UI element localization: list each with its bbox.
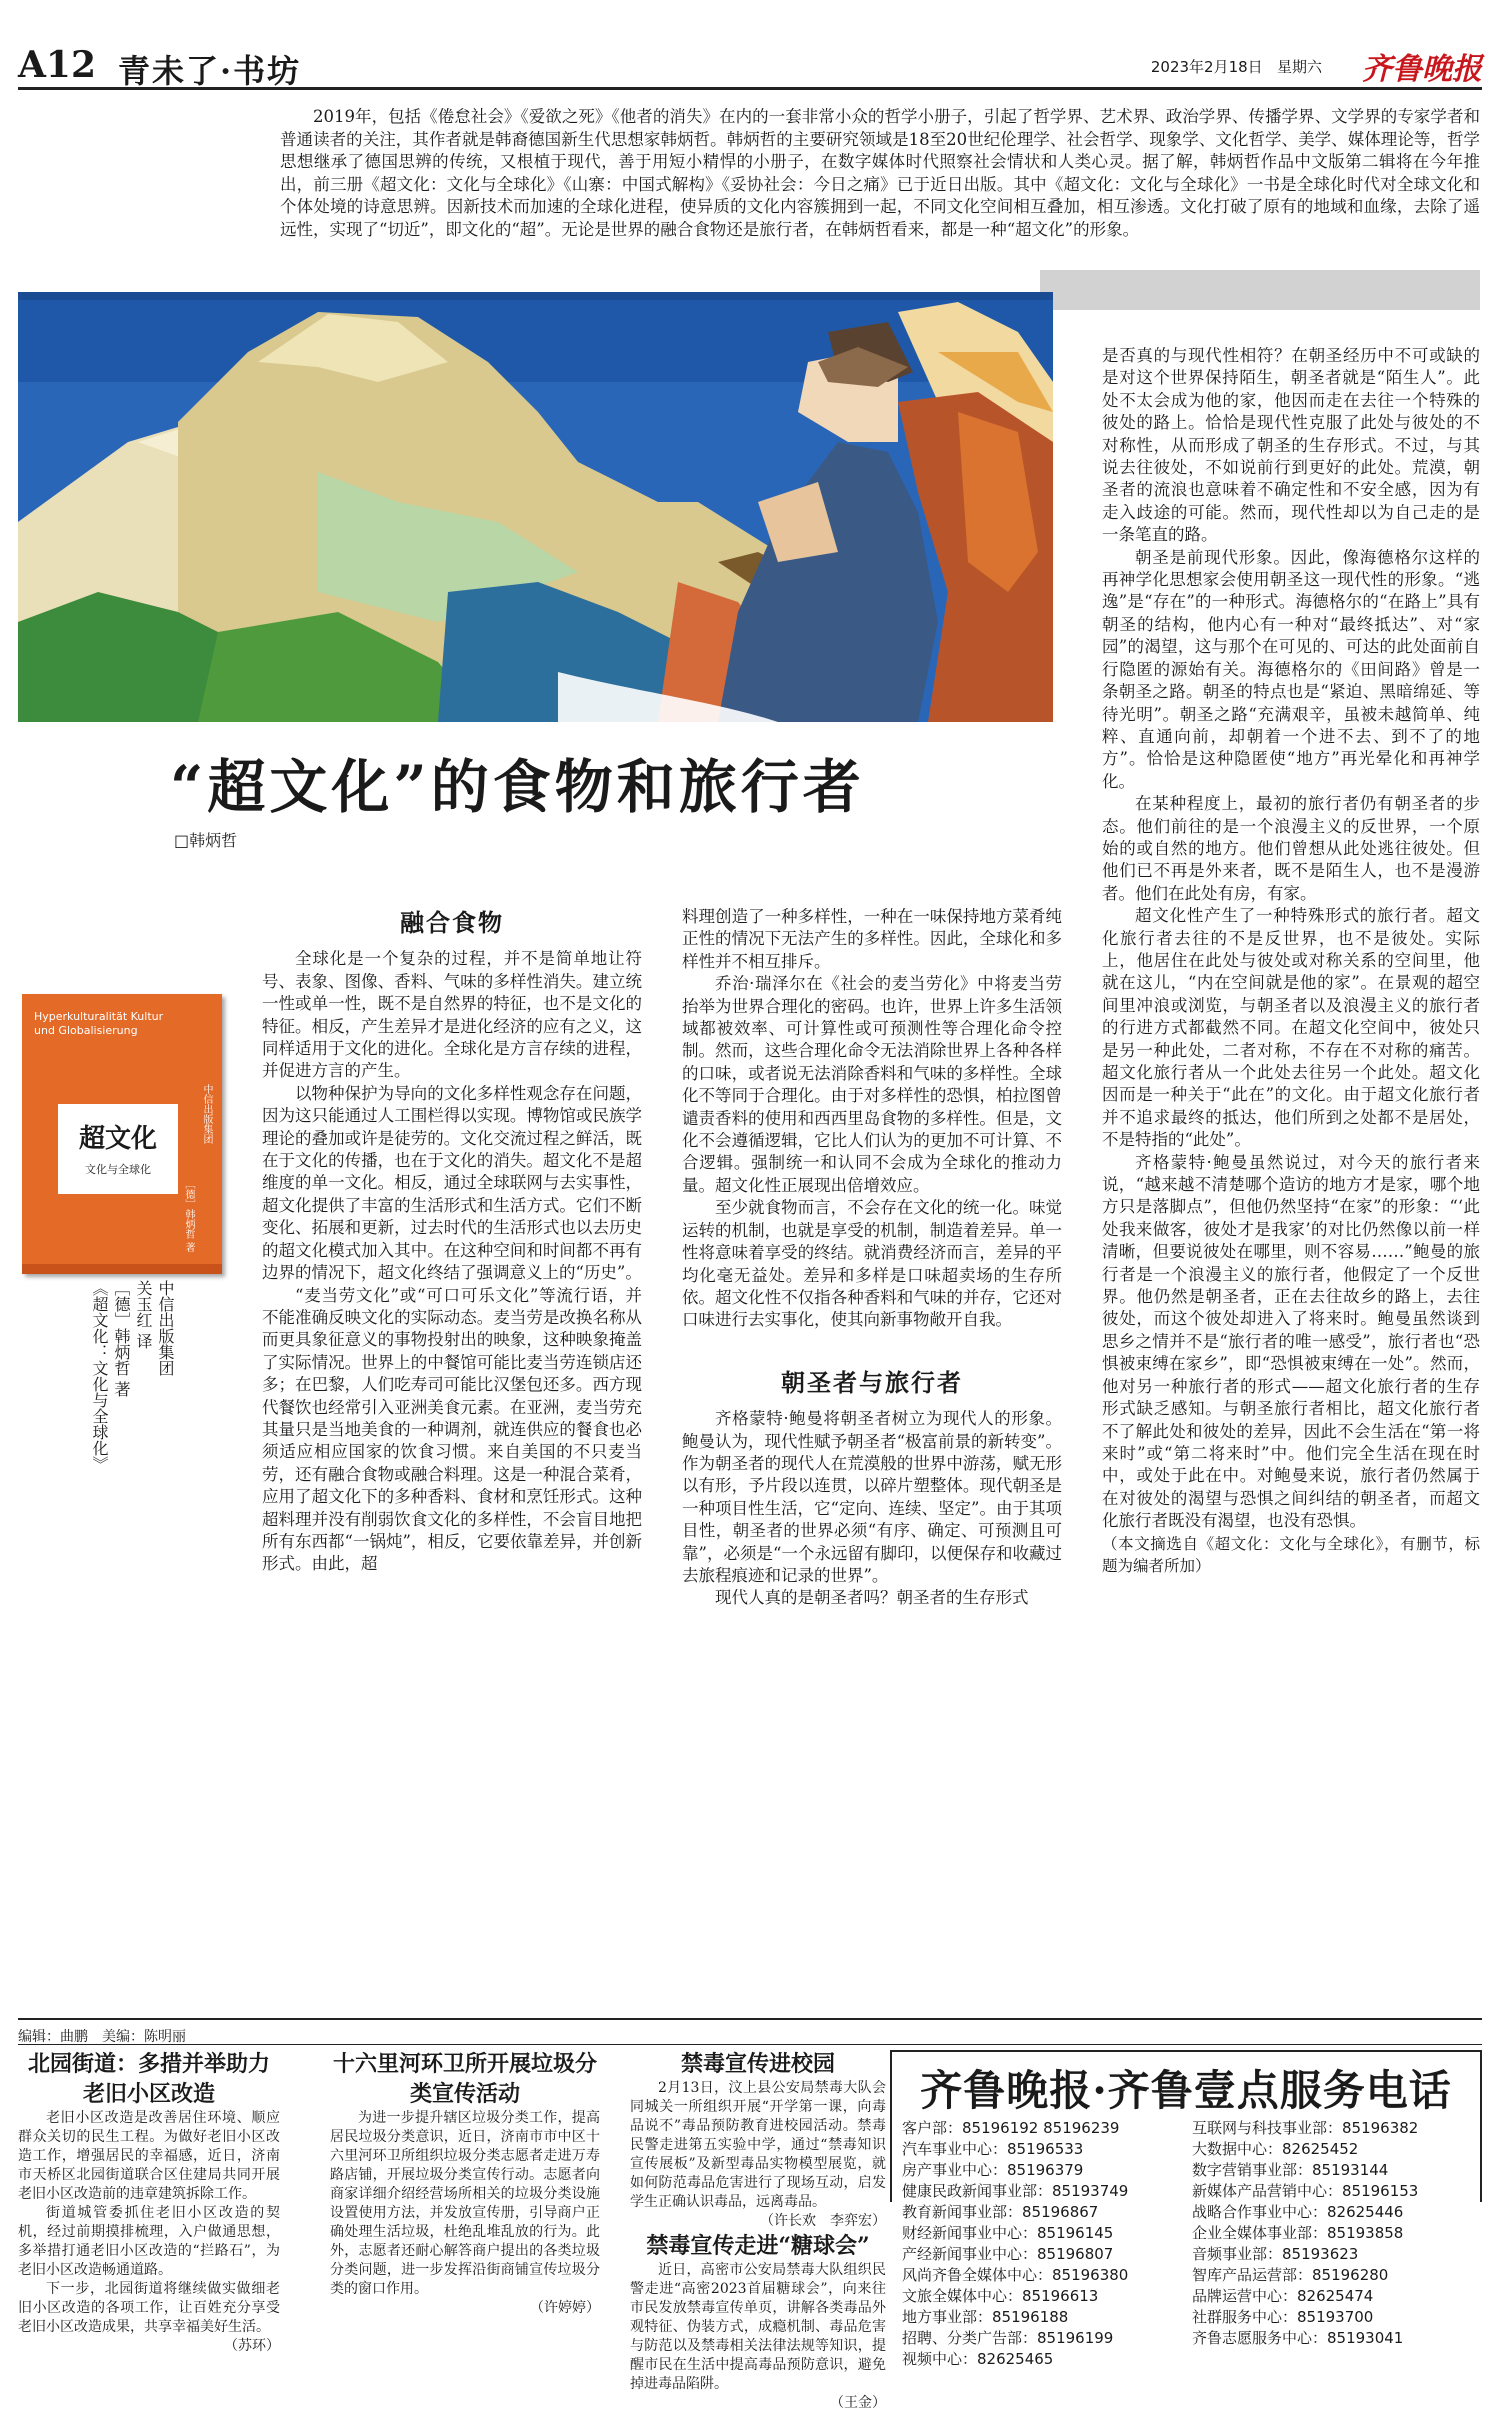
article-column-1 [262,906,642,1996]
ad-phone-item: 汽车事业中心：85196533 [902,2140,1084,2158]
intro-paragraph: 2019年，包括《倦怠社会》《爱欲之死》《他者的消失》在内的一套非常小众的哲学小册子，引起了哲学界、艺术界、政治学界、传播学界、文学界的专家学者和普通读者的关注，其作者就是韩裔德国新生代思想家韩炳哲。韩炳哲的主要研究领域是18至20世纪伦理学、社会哲学、现象学、文化哲学、美学、媒体理论等，哲学思想继承了德国思辨的传统，又根植于现代，善于用短小精悍的小册子，在数字媒体时代照察社会情状和人类心灵。据了解，韩炳哲作品中文版第二辑将在今年推出，前三册《超文化：文化与全球化》《山寨：中国式解构》《妥协社会：今日之痛》已于近日出版。其中《超文化：文化与全球化》一书是全球化时代对全球文化和个体处境的诗意思辨。因新技术而加速的全球化进程，使异质的文化内容簇拥到一起，不同文化空间相互叠加，相互渗透。文化打破了原有的地域和血缘，去除了遥远性，实现了“切近”，即文化的“超”。无论是世界的融合食物还是旅行者，在韩炳哲看来，都是一种“超文化”的形象。 [280,107,1480,239]
ad-phone-item: 风尚齐鲁全媒体中心：85196380 [902,2266,1129,2284]
article-column-2 [682,906,1062,1996]
news-byline-2: （王金） [830,2395,886,2411]
book-cover-subtitle: 文化与全球化 [85,1163,151,1176]
ad-right-list [1192,2118,1418,2349]
article-title: “超文化”的食物和旅行者 [170,753,865,821]
excerpt-note: （本文摘选自《超文化：文化与全球化》，有删节，标题为编者所加） [1102,1534,1480,1575]
ad-phone-item: 教育新闻事业部：85196867 [902,2203,1099,2221]
news-paragraph: 街道城管委抓住老旧小区改造的契机，经过前期摸排梳理，入户做通思想，多举措打通老旧小区改造的“拦路石”，为老旧小区改造畅通道路。 [18,2205,280,2278]
paragraph: 至少就食物而言，不会存在文化的统一化。味觉运转的机制，也就是享受的机制，制造着差异。单一性将意味着享受的终结。就消费经济而言，差异的平均化毫无益处。差异和多样是口味超卖场的生存所依。超文化性不仅指各种香料和气味的并存，它还对口味进行去实事化，使其向新事物敞开自我。 [682,1198,1062,1330]
ad-phone-item: 客户部：85196192 85196239 [902,2119,1120,2137]
news-title: 十六里河环卫所开展垃圾分类宣传活动 [332,2051,597,2107]
ad-phone-item: 产经新闻事业中心：85196807 [902,2245,1114,2263]
editor-credit: 编辑：曲鹏 美编：陈明丽 [18,2018,1482,2046]
ad-phone-item: 招聘、分类广告部：85196199 [902,2329,1114,2347]
service-phone-ad [890,2050,1482,2368]
page-number: A12 [18,44,97,86]
book-meta-author: ［德］韩炳哲 著 [112,1280,131,1398]
section-heading-fusion-food: 融合食物 [400,908,504,937]
news-paragraph: 为进一步提升辖区垃圾分类工作，提高居民垃圾分类意识，近日，济南市市中区十六里河环卫所组织垃圾分类志愿者走进万寿路店铺，开展垃圾分类宣传行动。志愿者向商家详细介绍经营场所相关的垃圾分类设施设置使用方法，并发放宣传册，引导商户正确处理生活垃圾，杜绝乱堆乱放的行为。此外，志愿者还耐心解答商户提出的各类垃圾分类问题，进一步发挥沿街商铺宣传垃圾分类的窗口作用。 [330,2110,600,2297]
ad-title: 齐鲁晚报·齐鲁壹点服务电话 [920,2066,1452,2115]
news-item-antidrug [630,2049,886,2411]
ad-phone-item: 财经新闻事业中心：85196145 [902,2224,1114,2242]
section-heading-pilgrim: 朝圣者与旅行者 [781,1367,963,1397]
ad-phone-item: 房产事业中心：85196379 [902,2161,1084,2179]
book-bottom-edge [22,1264,222,1274]
ad-phone-item: 品牌运营中心：82625474 [1192,2287,1374,2305]
book-cover-publisher: 中信出版集团 [201,1084,212,1144]
paragraph: 乔治·瑞泽尔在《社会的麦当劳化》中将麦当劳抬举为世界合理化的密码。也许，世界上许多生活领域都被效率、可计算性或可预测性等合理化命令控制。然而，这些合理化命令无法消除世界上各种各样的口味，或者说无法消除香料和气味的多样性。全球化不等同于合理化。由于对多样性的恐惧，柏拉图曾谴责香料的使用和西西里岛食物的多样性。但是，文化不会遵循逻辑，它比人们认为的更加不可计算、不合逻辑。强制统一和认同不会成为全球化的推动力量。超文化性正展现出倍增效应。 [682,974,1062,1195]
paragraph: 在某种程度上，最初的旅行者仍有朝圣者的步态。他们前往的是一个浪漫主义的反世界，一个原始的或自然的地方。他们曾想从此处逃往彼处。但他们已不再是外来者，既不是陌生人，也不是漫游者。他们在此处有房，有家。 [1102,794,1480,903]
news-paragraph: 老旧小区改造是改善居住环境、顺应群众关切的民生工程。为做好老旧小区改造工作，增强居民的幸福感，近日，济南市天桥区北园街道联合区住建局共同开展老旧小区改造前的违章建筑拆除工作。 [18,2110,280,2202]
mountain-illustration [18,292,1053,722]
book-cover-image [22,994,222,1274]
book-cover-label [58,1104,178,1194]
illustration-svg [18,292,1053,722]
ad-phone-item: 文旅全媒体中心：85196613 [902,2287,1099,2305]
section-title: 青未了·书坊 [118,52,302,90]
ad-phone-item: 社群服务中心：85193700 [1192,2308,1374,2326]
page-header [18,40,1482,90]
date-text: 2023年2月18日 [1150,58,1263,76]
ad-phone-item: 地方事业部：85196188 [902,2308,1069,2326]
news-item-beiyuan [18,2049,280,2354]
ad-phone-item: 互联网与科技事业部：85196382 [1192,2119,1419,2137]
ad-phone-item: 音频事业部：85193623 [1192,2245,1359,2263]
news-paragraph: 下一步，北园街道将继续做实做细老旧小区改造的各项工作，让百姓充分享受老旧小区改造成果，共享幸福美好生活。 [18,2281,280,2335]
ad-phone-item: 企业全媒体事业部：85193858 [1192,2224,1404,2242]
news-title-2: 禁毒宣传走进“糖球会” [646,2233,870,2259]
paragraph: “麦当劳文化”或“可口可乐文化”等流行语，并不能准确反映文化的实际动态。麦当劳是改换名称从而更具象征意义的事物投射出的映象，这种映象掩盖了实际情况。世界上的中餐馆可能比麦当劳连锁店还多；在巴黎，人们吃寿司可能比汉堡包还多。西方现代餐饮也经常引入亚洲美食元素。在亚洲，麦当劳充其量只是当地美食的一种调剂，就连供应的餐食也必须适应相应国家的饮食习惯。来自美国的不只麦当劳，还有融合食物或融合料理。这是一种混合菜肴，应用了超文化下的多种香料、食材和烹饪形式。这种超料理并没有削弱饮食文化的多样性，不会盲目地把所有东西都“一锅炖”，相反，它要依靠差异，并创新形式。由此，超 [262,1285,642,1574]
newspaper-logo: 齐鲁晚报 [1362,52,1482,87]
book-cover-title: 超文化 [78,1124,157,1154]
ad-phone-item: 齐鲁志愿服务中心：85193041 [1192,2329,1404,2347]
ad-phone-item: 战略合作事业中心：82625446 [1192,2203,1404,2221]
ad-phone-item: 大数据中心：82625452 [1192,2140,1359,2158]
paragraph: 超文化性产生了一种特殊形式的旅行者。超文化旅行者去往的不是反世界，也不是彼处。实际上，他居住在此处与彼处或对称关系的空间里，他就在这儿，“内在空间就是他的家”。在景观的超空间里冲浪或浏览，与朝圣者以及浪漫主义的旅行者的行进方式都截然不同。在超文化空间中，彼处只是另一种此处，二者对称，不存在不对称的痛苦。超文化旅行者从一个此处去往另一个此处。超文化因而是一种关于“此在”的文化。由于超文化旅行者并不追求最终的抵达，他们所到之处都不是居处，不是特指的“此处”。 [1102,906,1480,1150]
news-paragraph: 近日，高密市公安局禁毒大队组织民警走进“高密2023首届糖球会”，向来往市民发放禁毒宣传单页，讲解各类毒品外观特征、伪装方式，成瘾机制、毒品危害与防范以及禁毒相关法律法规等知识，提醒市民在生活中提高毒品预防意识，避免掉进毒品陷阱。 [630,2262,886,2392]
book-meta-translator: 关玉红 译 [134,1280,153,1350]
gray-band [1040,270,1480,310]
article-column-3 [1102,345,1480,2005]
paragraph: 全球化是一个复杂的过程，并不是简单地让符号、表象、图像、香料、气味的多样性消失。建立统一性或单一性，既不是自然界的特征，也不是文化的特征。相反，产生差异才是进化经济的应有之义，这同样适用于文化的进化。全球化是方言存续的进程，并促进方言的产生。 [262,949,642,1081]
issue-date [1151,56,1322,77]
book-meta-publisher: 中信出版集团 [156,1280,175,1376]
news-item-sanitation [330,2049,600,2316]
weekday-text: 星期六 [1276,58,1322,76]
news-byline: （许长欢 李弈宏） [760,2213,886,2229]
paragraph: 齐格蒙特·鲍曼虽然说过，对今天的旅行者来说，“越来越不清楚哪个造访的地方才是家，哪个地方只是落脚点”，但他仍然坚持“在家”的形象：“‘此处我来做客，彼处才是我家’的对比仍然像以前一样清晰，但要说彼处在哪里，则不容易……”鲍曼的旅行者是一个浪漫主义的旅行者，他假定了一个反世界。他仍然是朝圣者，正在去往故乡的路上，去往彼处，而这个彼处却进入了将来时。鲍曼虽然谈到思乡之情并不是“旅行者的唯一感受”，旅行者也“恐惧被束缚在家乡”，即“恐惧被束缚在一处”。然而，他对另一种旅行者的形式——超文化旅行者的生存形式缺乏感知。与朝圣旅行者相比，超文化旅行者不了解此处和彼处的差异，因此不会生活在“第一将来时”或“第二将来时”中。他们完全生活在现在时中，或处于此在中。对鲍曼来说，旅行者仍然属于在对彼处的渴望与恐惧之间纠结的朝圣者，而超文化旅行者既没有渴望，也没有恐惧。 [1102,1152,1480,1531]
book-english-title: Hyperkulturalität Kultur und Globalisierung [34,1010,164,1037]
ad-phone-item: 新媒体产品营销中心：85196153 [1192,2182,1419,2200]
paragraph: 朝圣是前现代形象。因此，像海德格尔这样的再神学化思想家会使用朝圣这一现代性的形象。“逃逸”是“存在”的一种形式。海德格尔的“在路上”具有朝圣的结构，他内心有一种对“最终抵达”、对“家园”的渴望，这与那个在可见的、可达的此处面前自行隐匿的源始有关。海德格尔的《田间路》曾是一条朝圣之路。朝圣的特点也是“紧迫、黑暗绵延、等待光明”。朝圣之路“充满艰辛，虽被未越简单、纯粹、直通向前，却朝着一个进不去、到不了的地方”。恰恰是这种隐匿使“地方”再光晕化和再神学化。 [1102,547,1480,791]
paragraph: 以物种保护为导向的文化多样性观念存在问题，因为这只能通过人工围栏得以实现。博物馆或民族学理论的叠加或许是徒劳的。文化交流过程之鲜活，既在于文化的传播，也在于文化的消失。超文化不是超维度的单一文化。相反，通过全球联网与去实事性，超文化提供了丰富的生活形式和生活方式。它们不断变化、拓展和更新，过去时代的生活形式也以去历史的超文化模式加入其中。在这种空间和时间都不再有边界的情况下，超文化终结了强调意义上的“历史”。 [262,1083,642,1283]
ad-left-list [902,2118,1128,2370]
paragraph: 料理创造了一种多样性，一种在一味保持地方菜肴纯正性的情况下无法产生的多样性。因此，全球化和多样性并不相互排斥。 [682,907,1062,971]
news-title: 禁毒宣传进校园 [680,2051,835,2077]
paragraph: 现代人真的是朝圣者吗？朝圣者的生存形式 [715,1588,1029,1608]
book-meta-title: 《超文化：文化与全球化》 [90,1280,109,1472]
news-paragraph: 2月13日，汶上县公安局禁毒大队会同城关一所组织开展“开学第一课，向毒品说不”毒品预防教育进校园活动。禁毒民警走进第五实验中学，通过“禁毒知识宣传展板”及新型毒品实物模型展览，就如何防范毒品危害进行了现场互动，启发学生正确认识毒品，远离毒品。 [630,2080,886,2210]
paragraph: 齐格蒙特·鲍曼将朝圣者树立为现代人的形象。鲍曼认为，现代性赋予朝圣者“极富前景的新转变”。作为朝圣者的现代人在荒漠般的世界中游荡，赋无形以有形，予片段以连贯，以碎片塑整体。现代朝圣是一种项目性生活，它“定向、连续、坚定”。由于其项目性，朝圣者的世界必须“有序、确定、可预测且可靠”，必须是“一个永远留有脚印，以便保存和收藏过去旅程痕迹和记录的世界”。 [682,1409,1062,1585]
ad-phone-item: 健康民政新闻事业部：85193749 [902,2182,1129,2200]
ad-phone-item: 数字营销事业部：85193144 [1192,2161,1389,2179]
ad-phone-item: 视频中心：82625465 [902,2350,1054,2368]
article-author: □韩炳哲 [174,831,238,850]
book-cover-author: ［德］韩炳哲 著 [183,1179,194,1253]
ad-phone-item: 智库产品运营部：85196280 [1192,2266,1389,2284]
news-byline: （许婷婷） [530,2300,600,2316]
news-byline: （苏环） [224,2338,280,2354]
paragraph: 是否真的与现代性相符？在朝圣经历中不可或缺的是对这个世界保持陌生，朝圣者就是“陌生人”。此处不太会成为他的家，他因而走在去往一个特殊的彼处的路上。恰恰是现代性克服了此处与彼处的不对称性，从而形成了朝圣的生存形式。不过，与其说去往彼处，不如说前行到更好的此处。荒漠，朝圣者的流浪也意味着不确定性和不安全感，因为有走入歧途的可能。然而，现代性却以为自己走的是一条笔直的路。 [1102,346,1480,545]
book-metadata [88,1280,176,1550]
news-title: 北园街道：多措并举助力老旧小区改造 [27,2051,270,2107]
